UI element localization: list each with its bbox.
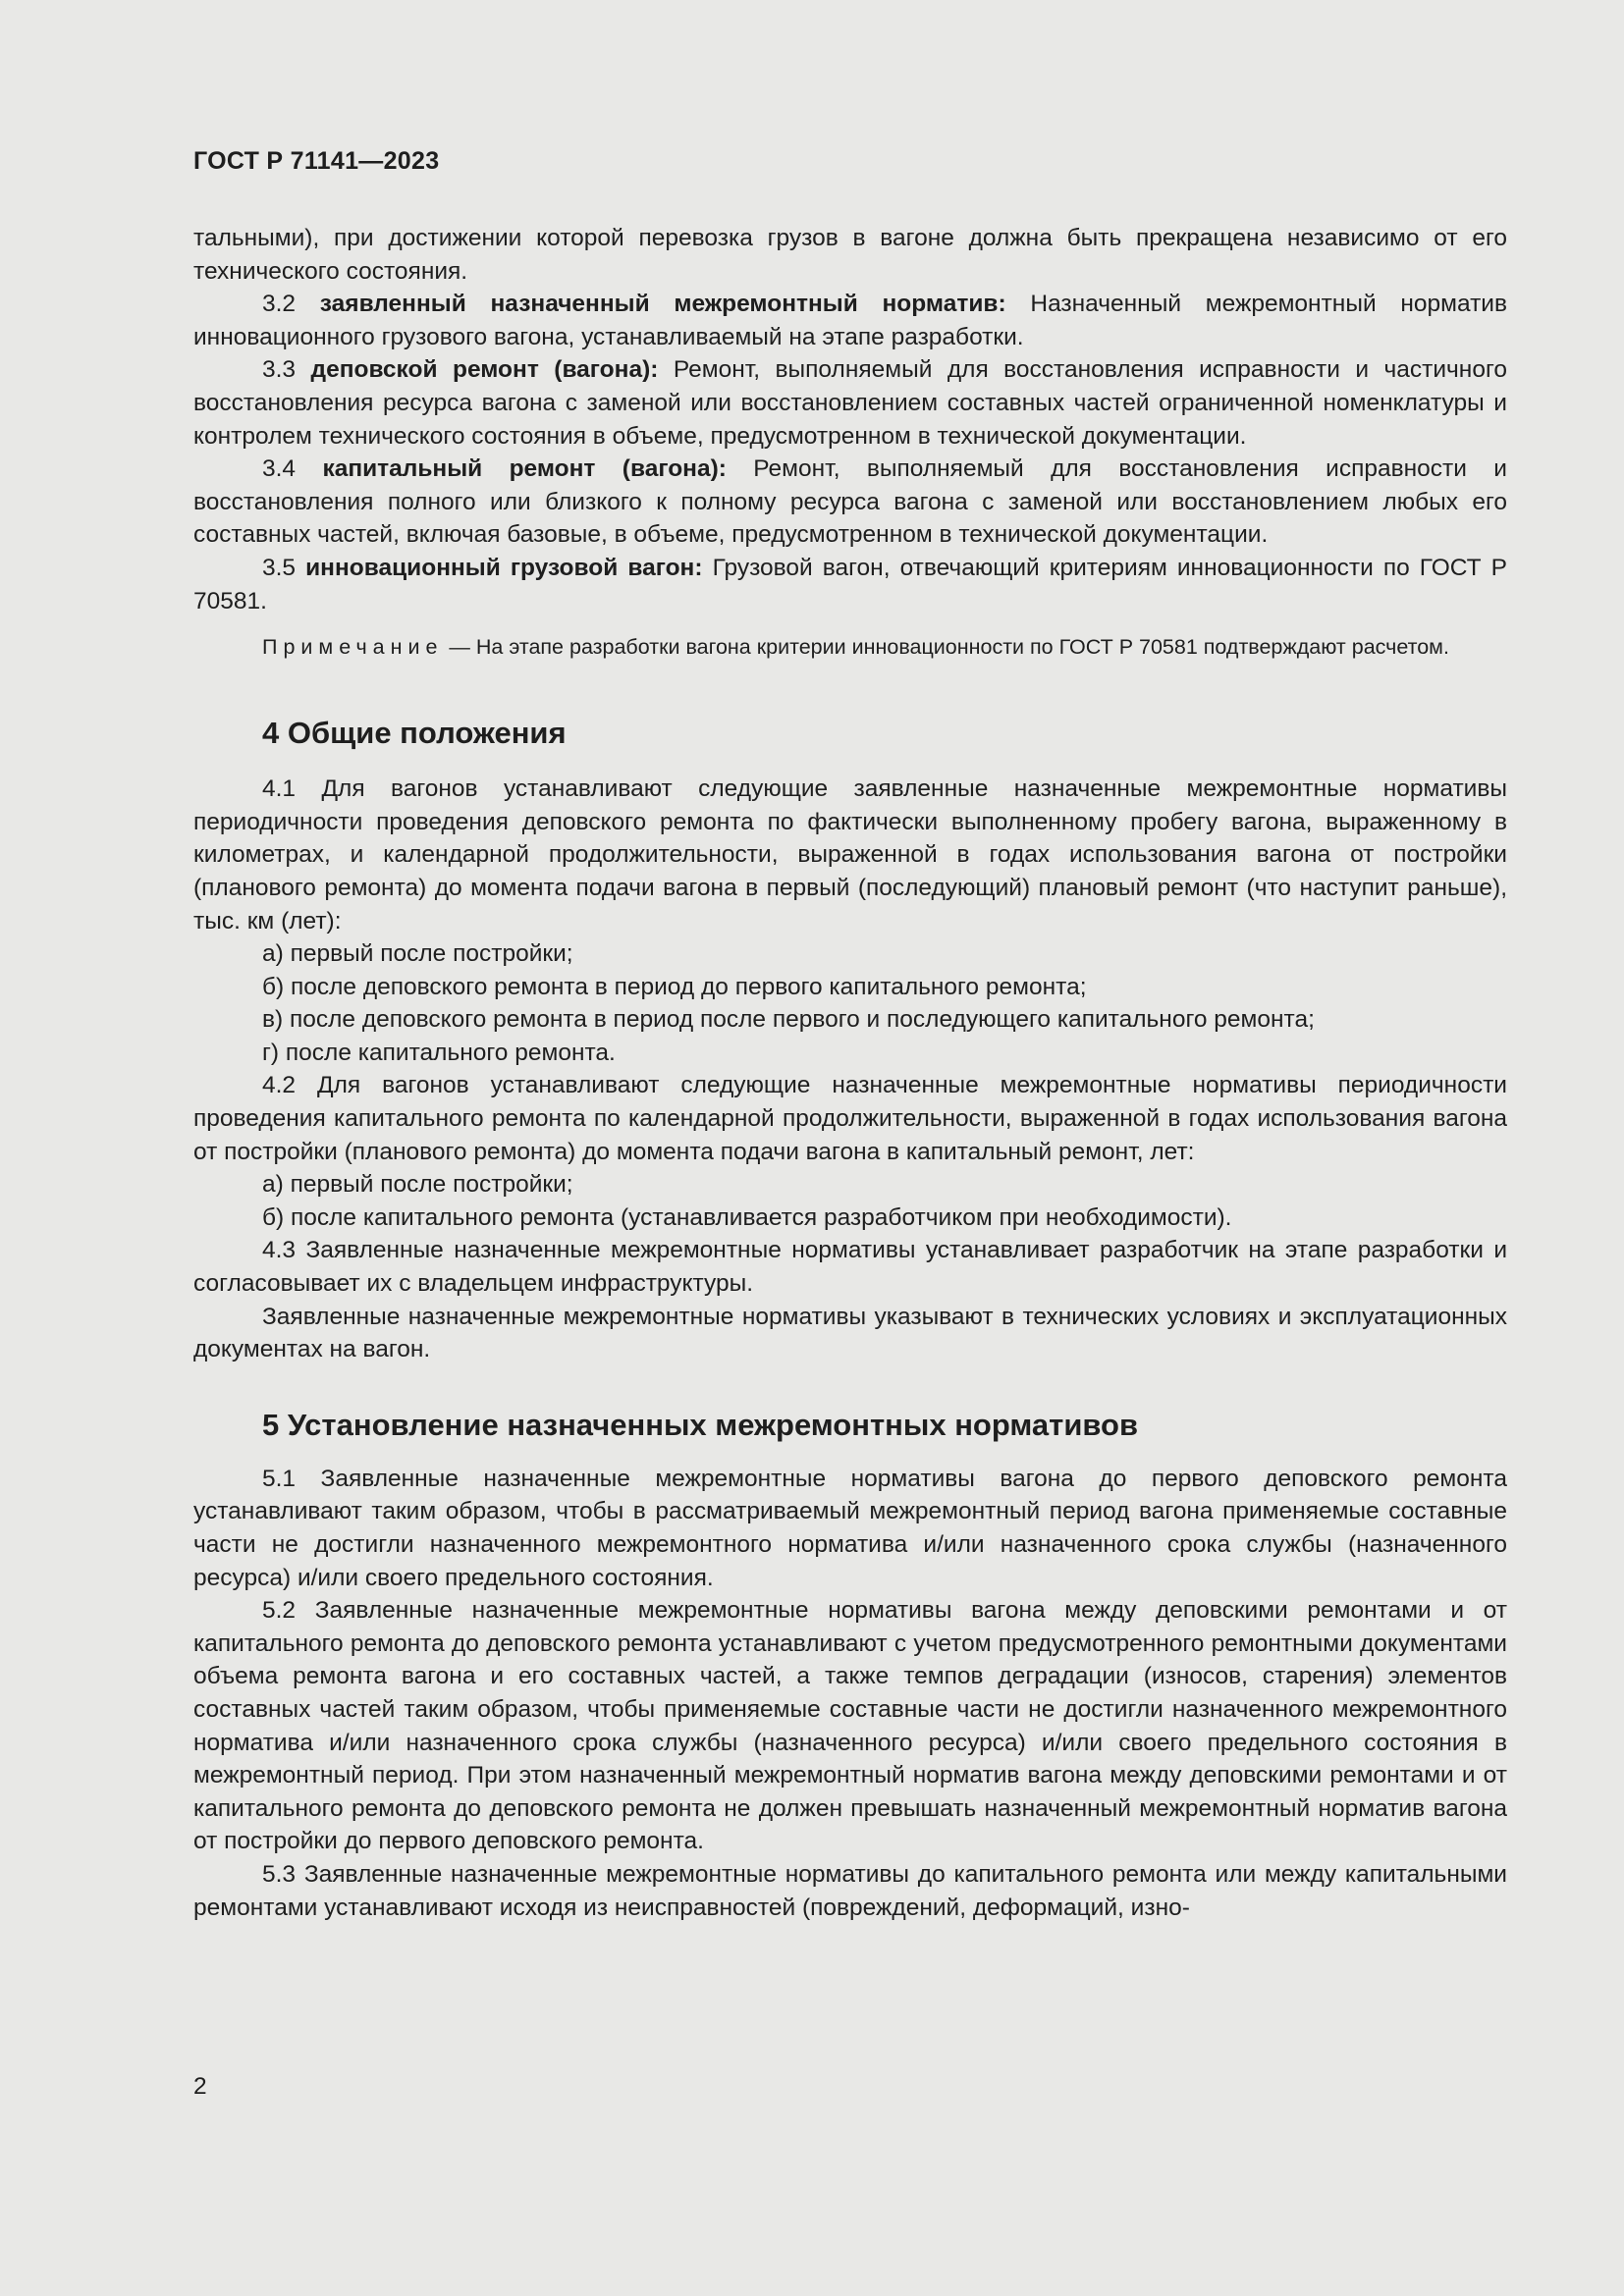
paragraph-4-3: 4.3 Заявленные назначенные межремонтные нормативы устанавливает разработчик на этапе разработки и согласовывает их с владельцем инфраструктуры.	[193, 1237, 1507, 1298]
term-number: 3.4	[262, 455, 323, 483]
paragraph-continuation: тальными), при достижении которой перевозка грузов в вагоне должна быть прекращена независимо от его технического состояния.	[193, 225, 1507, 285]
term-definition: Назначенный межремонтный норматив инновационного грузового вагона, устанавливаемый на этапе разработки.	[193, 291, 1507, 350]
term-number: 3.5	[262, 554, 306, 581]
section-4-heading: 4 Общие положения	[262, 716, 567, 751]
term-name: деповской ремонт (вагона):	[310, 356, 659, 384]
term-name: заявленный назначенный межремонтный норматив:	[319, 291, 1006, 318]
list-item: г) после капитального ремонта.	[262, 1039, 616, 1066]
page-number: 2	[193, 2073, 207, 2100]
term-name: капитальный ремонт (вагона):	[322, 455, 727, 483]
term-number: 3.2	[262, 291, 320, 318]
note-label: Примечание	[262, 635, 444, 660]
term-definition: Ремонт, выполняемый для восстановления исправности и восстановления полного или близкого к полному ресурса вагона с заменой или восстановлением любых его составных частей, включая базовые, в объеме, предусмотренном в технической документации.	[193, 455, 1507, 549]
note-text: — На этапе разработки вагона критерии инновационности по ГОСТ Р 70581 подтверждают расчетом.	[443, 635, 1449, 660]
term-number: 3.3	[262, 356, 311, 384]
section-5-heading: 5 Установление назначенных межремонтных нормативов	[262, 1407, 1139, 1442]
list-item: б) после деповского ремонта в период до первого капитального ремонта;	[262, 973, 1087, 1000]
term-3-3	[193, 353, 1507, 453]
term-3-2	[193, 288, 1507, 353]
list-item: а) первый после постройки;	[262, 1171, 573, 1199]
list-item: б) после капитального ремонта (устанавливается разработчиком при необходимости).	[262, 1203, 1232, 1231]
paragraph-5-1: 5.1 Заявленные назначенные межремонтные нормативы вагона до первого деповского ремонта устанавливают таким образом, чтобы в рассматриваемый межремонтный период вагона применяемые составные части не достигли назначенного межремонтного норматива и/или назначенного срока службы (назначенного ресурса) и/или своего предельного состояния.	[193, 1465, 1507, 1591]
term-definition: Ремонт, выполняемый для восстановления исправности и частичного восстановления ресурса вагона с заменой или восстановлением составных частей ограниченной номенклатуры и контролем технического состояния в объеме, предусмотренном в технической документации.	[193, 356, 1507, 450]
paragraph-4-3-cont: Заявленные назначенные межремонтные нормативы указывают в технических условиях и эксплуатационных документах на вагон.	[193, 1303, 1507, 1363]
note	[193, 631, 1507, 663]
term-3-5	[193, 552, 1507, 617]
doc-header: ГОСТ Р 71141—2023	[193, 147, 440, 175]
list-item: в) после деповского ремонта в период после первого и последующего капитального ремонта;	[262, 1006, 1315, 1034]
list-item: а) первый после постройки;	[262, 940, 573, 968]
document-body	[193, 222, 1507, 1924]
paragraph-5-3: 5.3 Заявленные назначенные межремонтные нормативы до капитального ремонта или между капитальными ремонтами устанавливают исходя из неисправностей (повреждений, деформаций, изно-	[193, 1860, 1507, 1921]
paragraph-5-2: 5.2 Заявленные назначенные межремонтные нормативы вагона между деповскими ремонтами и от капитального ремонта до деповского ремонта устанавливают с учетом предусмотренного ремонтными документами объема ремонта вагона и его составных частей, а также темпов деградации (износов, старения) элементов составных частей таким образом, чтобы применяемые составные части не достигли назначенного межремонтного норматива и/или назначенного срока службы (назначенного ресурса) и/или своего предельного состояния в межремонтный период. При этом назначенный межремонтный норматив вагона между деповскими ремонтами и от капитального ремонта до деповского ремонта не должен превышать назначенный межремонтный норматив вагона от постройки до первого деповского ремонта.	[193, 1597, 1507, 1855]
term-name: инновационный грузовой вагон:	[305, 554, 703, 581]
term-definition: Грузовой вагон, отвечающий критериям инновационности по ГОСТ Р 70581.	[193, 554, 1507, 614]
term-3-4	[193, 453, 1507, 552]
paragraph-4-2: 4.2 Для вагонов устанавливают следующие назначенные межремонтные нормативы периодичности проведения капитального ремонта по календарной продолжительности, выраженной в годах использования вагона от постройки (планового ремонта) до момента подачи вагона в капитальный ремонт, лет:	[193, 1072, 1507, 1165]
paragraph-4-1: 4.1 Для вагонов устанавливают следующие заявленные назначенные межремонтные нормативы периодичности проведения деповского ремонта по фактически выполненному пробегу вагона, выраженному в километрах, и календарной продолжительности, выраженной в годах использования вагона от постройки (планового ремонта) до момента подачи вагона в первый (последующий) плановый ремонт (что наступит раньше), тыс. км (лет):	[193, 775, 1507, 934]
